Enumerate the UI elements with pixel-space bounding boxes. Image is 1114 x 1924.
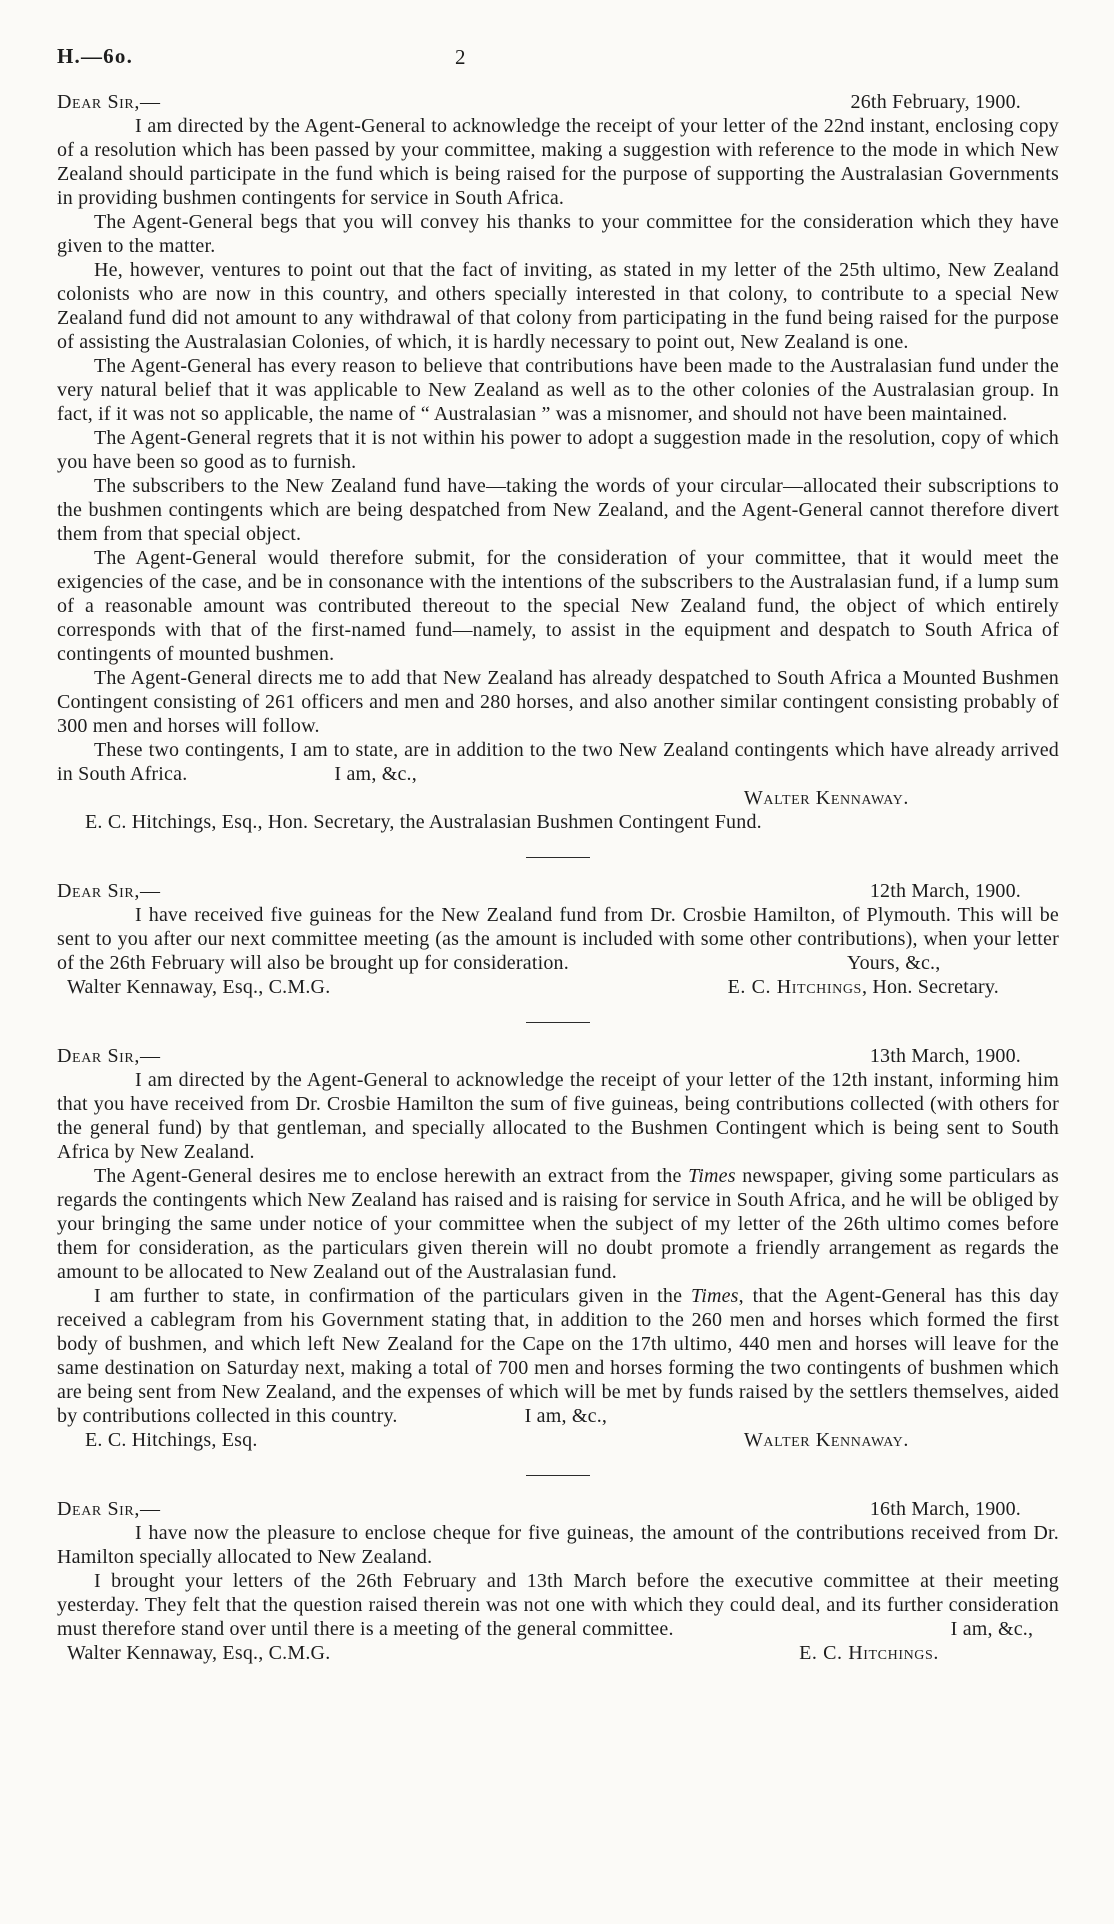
signature-name: Walter Kennaway. [743,1429,909,1451]
signature-title: , Hon. Secretary. [861,976,999,998]
section-divider [526,857,590,858]
letter-footer [57,1428,1059,1452]
letter-1 [57,90,1059,834]
paragraph: I am directed by the Agent-General to acknowledge the receipt of your letter of the 12th instant, informing him that you have received from Dr. Crosbie Hamilton the sum of five guineas, being contributions collected (with others for the general fund) by that gentleman, and specially allocated to the Bushmen Contingent which is being sent to South Africa by New Zealand. [57,1069,1059,1163]
salutation-row [57,1044,1059,1068]
signature-name: E. C. Hitchings. [799,1642,939,1664]
paragraph: The Agent-General begs that you will convey his thanks to your committee for the consideration which they have given to the matter. [57,211,1059,257]
letter-date: 26th February, 1900. [850,91,1021,113]
paragraph-text: I have received five guineas for the New Zealand fund from Dr. Crosbie Hamilton, of Plymouth. This will be sent to you after our next committee meeting (as the amount is included with some other contributions), when your letter of the 26th February will also be brought up for consideration. [57,904,1059,974]
letter-footer [57,1641,1059,1665]
letter-date: 12th March, 1900. [869,880,1021,902]
paragraph: The Agent-General would therefore submit, for the consideration of your committee, that it would meet the exigencies of the case, and be in consonance with the intentions of the subscribers to the Australasian fund, if a lump sum of a reasonable amount was contributed thereout to the special New Zealand fund, the object of which entirely corresponds with that of the first-named fund—namely, to assist in the equipment and despatch to South Africa of contingents of mounted bushmen. [57,547,1059,665]
paragraph [57,1284,1059,1428]
letter-date: 13th March, 1900. [869,1045,1021,1067]
paragraph-text: newspaper, giving some particulars as regards the contingents which New Zealand has raised and is raising for service in South Africa, and he will be obliged by your bringing the same under notice of your committee when the subject of my letter of the 26th ultimo comes before them for consideration, as the particulars given therein will no doubt promote a friendly arrangement as regards the amount to be allocated to New Zealand out of the Australasian fund. [57,1165,1059,1283]
paragraph-text: I am further to state, in confirmation of the particulars given in the [94,1285,691,1307]
salutation: Dear Sir,— [57,1045,161,1067]
letter-footer [57,975,1059,999]
salutation-row [57,90,1059,114]
paragraph: I am directed by the Agent-General to acknowledge the receipt of your letter of the 22nd instant, enclosing copy of a resolution which has been passed by your committee, making a suggestion with reference to the mode in which New Zealand should participate in the fund which is being raised for the purpose of supporting the Australasian Governments in providing bushmen contingents for service in South Africa. [57,115,1059,209]
letter-3 [57,1044,1059,1452]
letter-4 [57,1497,1059,1665]
paragraph [57,903,1059,975]
addressee-name: Walter Kennaway, Esq., C.M.G. [67,976,331,998]
section-divider [526,1475,590,1476]
paragraph [57,738,1059,786]
salutation-row [57,1497,1059,1521]
paragraph [57,1569,1059,1641]
closing-phrase: I am, &c., [950,1618,1034,1640]
section-divider [526,1022,590,1023]
page-number: 2 [455,45,466,69]
closing-phrase: Yours, &c., [846,952,941,974]
salutation: Dear Sir,— [57,91,161,113]
paragraph: The Agent-General has every reason to believe that contributions have been made to the Australasian fund under the very natural belief that it was applicable to New Zealand as well as to the other colonies of the Australasian group. In fact, if it was not so applicable, the name of “ Australasian ” was a misnomer, and should not have been maintained. [57,355,1059,425]
closing-phrase: I am, &c., [334,763,417,785]
signature-name: Walter Kennaway. [743,787,909,809]
paragraph: He, however, ventures to point out that the fact of inviting, as stated in my letter of the 25th ultimo, New Zealand colonists who are now in this country, and others specially interested in that colony, to contribute to a special New Zealand fund did not amount to any withdrawal of that colony from participating in the fund being raised for the purpose of assisting the Australasian Colonies, of which, it is hardly necessary to point out, New Zealand is one. [57,259,1059,353]
paragraph: The Agent-General directs me to add that New Zealand has already despatched to South Africa a Mounted Bushmen Contingent consisting of 261 officers and men and 280 horses, and also another similar contingent consisting probably of 300 men and horses will follow. [57,667,1059,737]
doc-reference: H.—6o. [57,44,134,68]
letter-2 [57,879,1059,999]
letter-date: 16th March, 1900. [869,1498,1021,1520]
addressee-line: E. C. Hitchings, Esq., Hon. Secretary, the Australasian Bushmen Contingent Fund. [85,811,762,833]
paragraph [57,1164,1059,1284]
addressee-name: E. C. Hitchings, Esq. [85,1429,258,1451]
paragraph-text: I brought your letters of the 26th February and 13th March before the executive committee at their meeting yesterday. They felt that the question raised therein was not one with which they could deal, and its further consideration must therefore stand over until there is a meeting of the general committee. [57,1570,1059,1640]
paragraph: The subscribers to the New Zealand fund have—taking the words of your circular—allocated their subscriptions to the bushmen contingents which are being despatched from New Zealand, and the Agent-General cannot therefore divert them from that special object. [57,475,1059,545]
salutation-row [57,879,1059,903]
signature-line [57,786,1059,810]
signature-line [728,975,1059,999]
paragraph: I have now the pleasure to enclose cheque for five guineas, the amount of the contributions received from Dr. Hamilton specially allocated to New Zealand. [57,1522,1059,1568]
salutation: Dear Sir,— [57,880,161,902]
paragraph-text: The Agent-General desires me to enclose herewith an extract from the [94,1165,689,1187]
paragraph-text: These two contingents, I am to state, are in addition to the two New Zealand contingents which have already arrived in South Africa. [57,739,1059,785]
page-header [57,44,1059,70]
closing-phrase: I am, &c., [524,1405,608,1427]
paragraph: The Agent-General regrets that it is not within his power to adopt a suggestion made in the resolution, copy of which you have been so good as to furnish. [57,427,1059,473]
salutation: Dear Sir,— [57,1498,161,1520]
signature-name: E. C. Hitchings [727,976,862,998]
addressee-name: Walter Kennaway, Esq., C.M.G. [67,1642,331,1664]
publication-name: Times [690,1285,739,1307]
publication-name: Times [688,1165,736,1187]
paragraph-text: , that the Agent-General has this day received a cablegram from his Government stating that, in addition to the 260 men and horses which formed the first body of bushmen, and which left New Zealand for the Cape on the 17th ultimo, 440 men and horses will leave for the same destination on Saturday next, making a total of 700 men and horses forming the two contingents of bushmen which are being sent from New Zealand, and the expenses of which will be met by funds raised by the settlers themselves, aided by contributions collected in this country. [57,1285,1059,1427]
